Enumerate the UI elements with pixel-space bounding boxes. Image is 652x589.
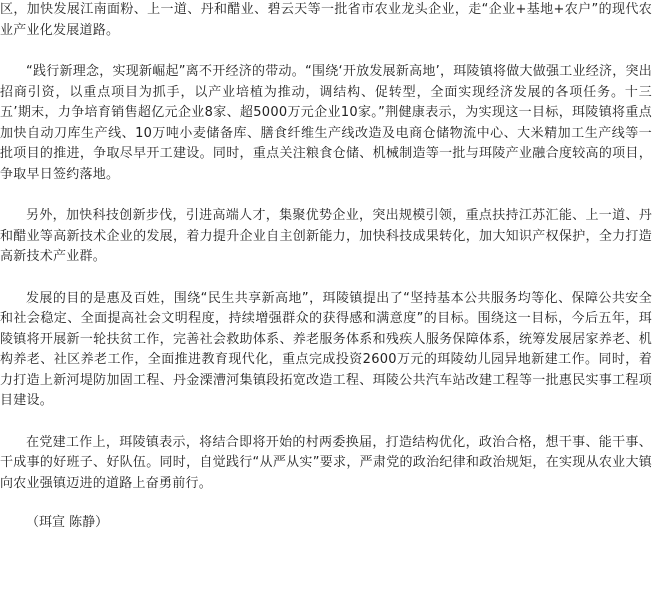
paragraph-1: 区，加快发展江南面粉、上一道、丹和醋业、碧云天等一批省市农业龙头企业，走“企业+基地+农户”的现代农业产业化发展道路。 [0,2,652,38]
paragraph-spacer [0,494,652,513]
paragraph-3: 另外，加快科技创新步伐，引进高端人才，集聚优势企业，突出规模引领，重点扶持江苏汇能、上一道、丹和醋业等高新技术企业的发展，着力提升企业自主创新能力，加快科技成果转化，加大知识产权保护，全力打造高新技术产业群。 [0,208,652,264]
paragraph-2: “践行新理念，实现新崛起”离不开经济的带动。“围绕‘开放发展新高地’，珥陵镇将做大做强工业经济，突出招商引资，以重点项目为抓手，以产业培植为推动，调结构、促转型，全面实现经济发展的各项任务。十三五’期末，力争培育销售超亿元企业8家、超5000万元企业10家。”荆健康表示，为实现这一目标，珥陵镇将重点加快自动刀库生产线、10万吨小麦储备库、膳食纤维生产线改造及电商仓储物流中心、大米精加工生产线等一批项目的推进，争取尽早开工建设。同时，重点关注粮食仓储、机械制造等一批与珥陵产业融合度较高的项目，争取早日签约落地。 [0,64,652,182]
paragraph-spacer [0,268,652,289]
paragraph-spacer [0,412,652,433]
author-byline: （珥宣 陈静） [26,515,109,530]
paragraph-5: 在党建工作上，珥陵镇表示，将结合即将开始的村两委换届，打造结构优化，政治合格，想干事、能干事、干成事的好班子、好队伍。同时，自觉践行“从严从实”要求，严肃党的政治纪律和政治规矩，在实现从农业大镇向农业强镇迈进的道路上奋勇前行。 [0,434,652,491]
paragraph-spacer [0,185,652,206]
paragraph-4: 发展的目的是惠及百姓，围绕“民生共享新高地”，珥陵镇提出了“坚持基本公共服务均等化、保障公共安全和社会稳定、全面提高社会文明程度，持续增强群众的获得感和满意度”的目标。围绕这一目标，今后五年，珥陵镇将开展新一轮扶贫工作，完善社会救助体系、养老服务体系和残疾人服务保障体系，统筹发展居家养老、机构养老、社区养老工作，全面推进教育现代化，重点完成投资2600万元的珥陵幼儿园异地新建工作。同时，着力打造上新河堤防加固工程、丹金溧漕河集镇段拓宽改造工程、珥陵公共汽车站改建工程等一批惠民实事工程项目建设。 [0,290,652,408]
paragraph-spacer [0,41,652,62]
